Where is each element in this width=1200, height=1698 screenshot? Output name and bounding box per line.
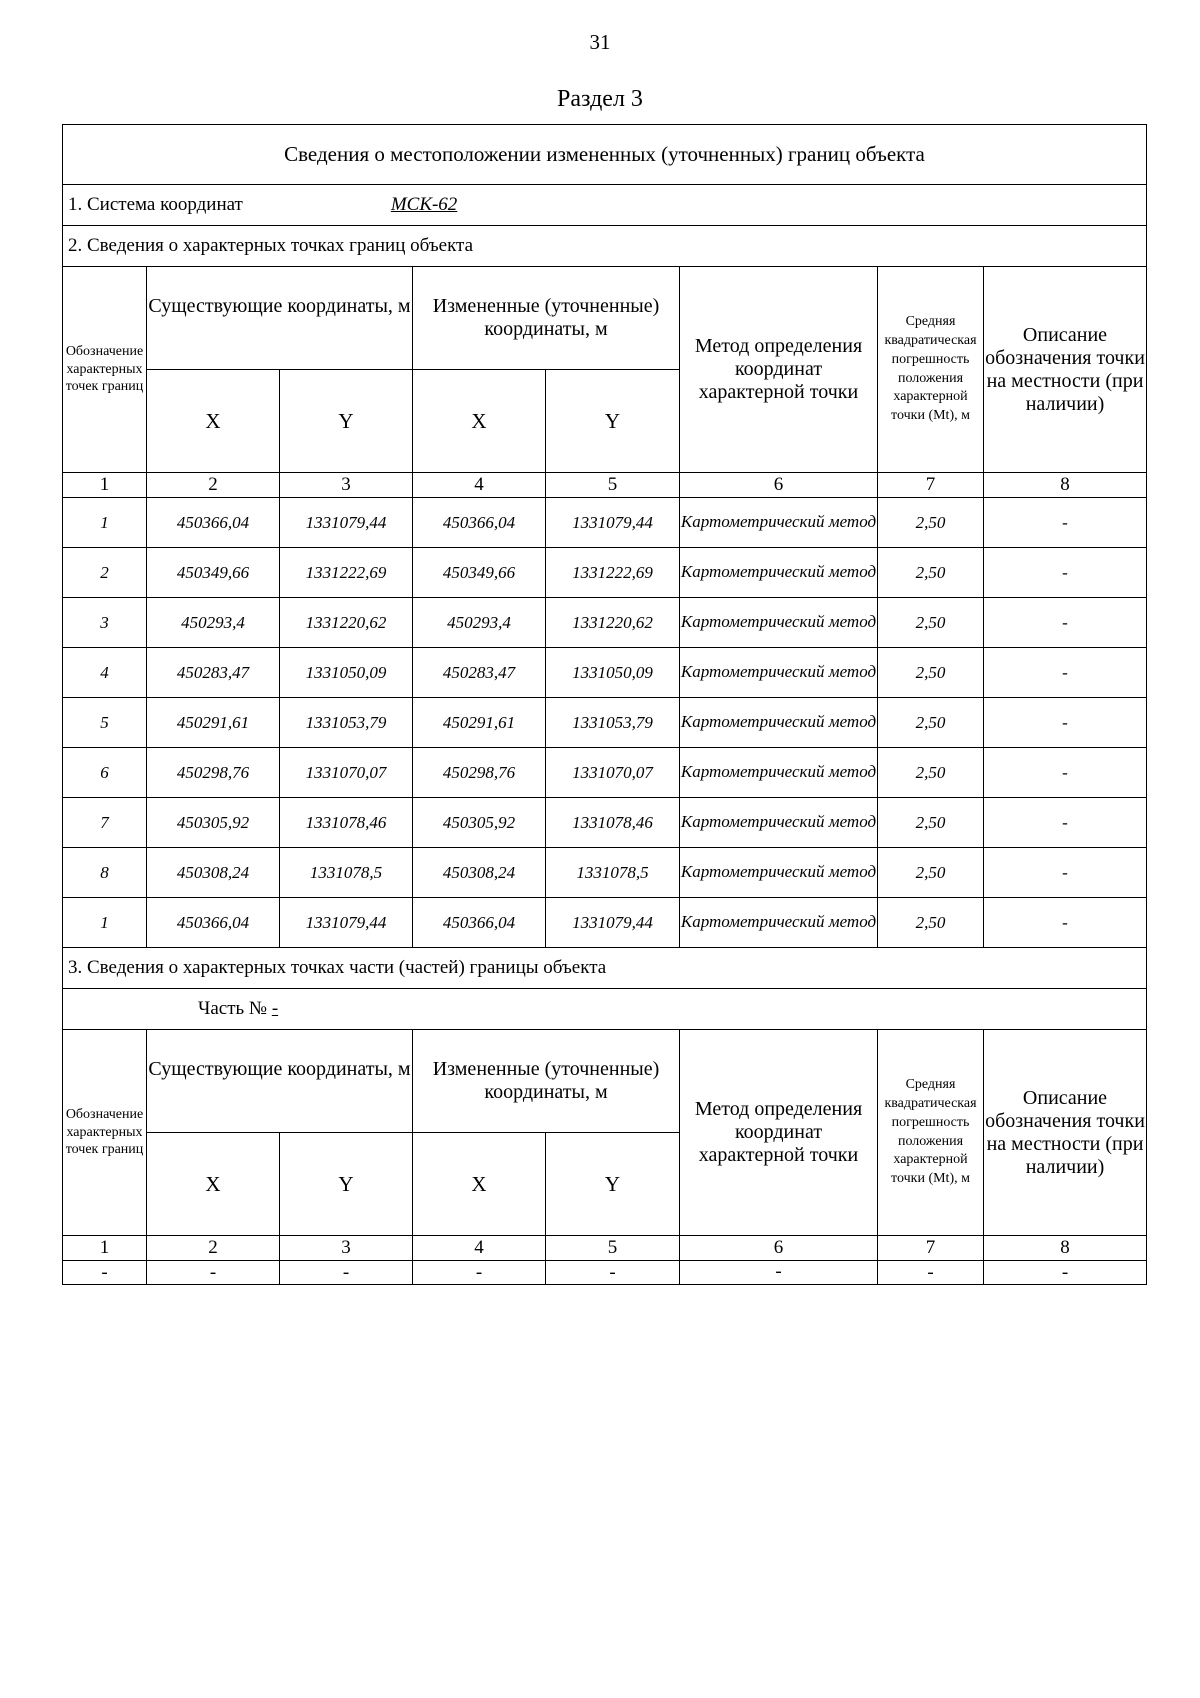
- point-existing-x: 450308,24: [147, 848, 280, 898]
- point-point-id: 4: [63, 648, 147, 698]
- point-changed-x: 450305,92: [413, 798, 546, 848]
- point-changed-y: 1331078,46: [546, 798, 680, 848]
- part-points-header-existing-y: Y: [280, 1133, 413, 1236]
- point-point-id: 7: [63, 798, 147, 848]
- part-point-description: -: [984, 1261, 1147, 1285]
- point-point-id: 5: [63, 698, 147, 748]
- part-points-column-number: 4: [413, 1236, 546, 1261]
- point-row: [63, 548, 1147, 598]
- point-rmse: 2,50: [878, 698, 984, 748]
- point-rmse: 2,50: [878, 898, 984, 948]
- point-rmse: 2,50: [878, 848, 984, 898]
- point-changed-x: 450293,4: [413, 598, 546, 648]
- part-points-column-number: 8: [984, 1236, 1147, 1261]
- point-description: -: [984, 548, 1147, 598]
- point-rmse: 2,50: [878, 648, 984, 698]
- part-point-existing-y: -: [280, 1261, 413, 1285]
- coord-system-row: [63, 185, 1147, 226]
- part-label: Часть №: [198, 998, 268, 1020]
- part-points-header-existing-x: X: [147, 1133, 280, 1236]
- part-points-header-changed-coords: Измененные (уточненные) координаты, м: [413, 1030, 680, 1133]
- part-points-column-number: 3: [280, 1236, 413, 1261]
- part-points-column-number: 7: [878, 1236, 984, 1261]
- point-row: [63, 648, 1147, 698]
- point-method: Картометрический метод: [680, 648, 878, 698]
- point-description: -: [984, 798, 1147, 848]
- points-header-row: [63, 267, 1147, 370]
- point-description: -: [984, 598, 1147, 648]
- point-existing-x: 450305,92: [147, 798, 280, 848]
- point-existing-y: 1331079,44: [280, 898, 413, 948]
- point-method: Картометрический метод: [680, 498, 878, 548]
- point-method: Картометрический метод: [680, 898, 878, 948]
- point-changed-y: 1331079,44: [546, 498, 680, 548]
- part-point-point-id: -: [63, 1261, 147, 1285]
- point-row: [63, 598, 1147, 648]
- point-existing-y: 1331053,79: [280, 698, 413, 748]
- part-points-column-number: 2: [147, 1236, 280, 1261]
- point-row: [63, 848, 1147, 898]
- point-changed-x: 450349,66: [413, 548, 546, 598]
- coord-system-value: МСК-62: [390, 194, 458, 216]
- point-method: Картометрический метод: [680, 748, 878, 798]
- point-existing-x: 450298,76: [147, 748, 280, 798]
- points-header-changed-y: Y: [546, 370, 680, 473]
- point-existing-x: 450366,04: [147, 898, 280, 948]
- points-column-number: 3: [280, 473, 413, 498]
- points-header-existing-y: Y: [280, 370, 413, 473]
- point-rmse: 2,50: [878, 748, 984, 798]
- part-point-existing-x: -: [147, 1261, 280, 1285]
- point-point-id: 3: [63, 598, 147, 648]
- point-description: -: [984, 498, 1147, 548]
- point-row: [63, 798, 1147, 848]
- point-changed-x: 450308,24: [413, 848, 546, 898]
- point-rmse: 2,50: [878, 498, 984, 548]
- point-method: Картометрический метод: [680, 698, 878, 748]
- point-description: -: [984, 648, 1147, 698]
- point-changed-y: 1331222,69: [546, 548, 680, 598]
- points-column-number: 1: [63, 473, 147, 498]
- point-point-id: 1: [63, 498, 147, 548]
- point-changed-x: 450298,76: [413, 748, 546, 798]
- points-column-numbers-row: [63, 473, 1147, 498]
- point-method: Картометрический метод: [680, 798, 878, 848]
- point-method: Картометрический метод: [680, 848, 878, 898]
- point-row: [63, 898, 1147, 948]
- boundaries-table: [62, 124, 1147, 1285]
- points-header-changed-x: X: [413, 370, 546, 473]
- point-method: Картометрический метод: [680, 598, 878, 648]
- point-existing-y: 1331070,07: [280, 748, 413, 798]
- point-row: [63, 748, 1147, 798]
- point-rmse: 2,50: [878, 548, 984, 598]
- part-points-header-changed-x: X: [413, 1133, 546, 1236]
- part-points-column-number: 5: [546, 1236, 680, 1261]
- part-points-column-number: 6: [680, 1236, 878, 1261]
- point-changed-x: 450366,04: [413, 498, 546, 548]
- point-changed-x: 450291,61: [413, 698, 546, 748]
- points-header-rmse: Средняя квадратическая погрешность положения характерной точки (Mt), м: [878, 267, 984, 473]
- point-existing-y: 1331050,09: [280, 648, 413, 698]
- point-existing-y: 1331222,69: [280, 548, 413, 598]
- part-points-header-changed-y: Y: [546, 1133, 680, 1236]
- part-point-changed-y: -: [546, 1261, 680, 1285]
- points-column-number: 6: [680, 473, 878, 498]
- part-points-header-description: Описание обозначения точки на местности (при наличии): [984, 1030, 1147, 1236]
- points-header-changed-coords: Измененные (уточненные) координаты, м: [413, 267, 680, 370]
- part-points-header-method: Метод определения координат характерной точки: [680, 1030, 878, 1236]
- point-existing-x: 450283,47: [147, 648, 280, 698]
- point-changed-x: 450366,04: [413, 898, 546, 948]
- point-description: -: [984, 848, 1147, 898]
- point-changed-y: 1331079,44: [546, 898, 680, 948]
- point-existing-y: 1331078,46: [280, 798, 413, 848]
- point-row: [63, 698, 1147, 748]
- point-existing-y: 1331220,62: [280, 598, 413, 648]
- point-row: [63, 498, 1147, 548]
- point-point-id: 1: [63, 898, 147, 948]
- points-column-number: 4: [413, 473, 546, 498]
- parts-section-title: 3. Сведения о характерных точках части (частей) границы объекта: [63, 948, 1147, 989]
- part-point-method: -: [680, 1261, 878, 1285]
- point-description: -: [984, 698, 1147, 748]
- part-points-column-numbers-row: [63, 1236, 1147, 1261]
- point-changed-y: 1331050,09: [546, 648, 680, 698]
- banner-title: Сведения о местоположении измененных (уточненных) границ объекта: [63, 125, 1147, 185]
- part-points-header-existing-coords: Существующие координаты, м: [147, 1030, 413, 1133]
- point-rmse: 2,50: [878, 798, 984, 848]
- part-row: [63, 989, 1147, 1030]
- point-description: -: [984, 748, 1147, 798]
- point-description: -: [984, 898, 1147, 948]
- point-existing-x: 450349,66: [147, 548, 280, 598]
- point-existing-x: 450293,4: [147, 598, 280, 648]
- points-column-number: 7: [878, 473, 984, 498]
- coord-system-label: 1. Система координат: [68, 194, 243, 216]
- points-header-existing-x: X: [147, 370, 280, 473]
- part-point-rmse: -: [878, 1261, 984, 1285]
- part-point-changed-x: -: [413, 1261, 546, 1285]
- points-header-description: Описание обозначения точки на местности (при наличии): [984, 267, 1147, 473]
- point-point-id: 2: [63, 548, 147, 598]
- point-existing-y: 1331079,44: [280, 498, 413, 548]
- point-rmse: 2,50: [878, 598, 984, 648]
- part-points-header-designation: Обозначение характерных точек границ: [63, 1030, 147, 1236]
- point-changed-y: 1331078,5: [546, 848, 680, 898]
- point-existing-y: 1331078,5: [280, 848, 413, 898]
- page-number: 31: [589, 30, 611, 54]
- point-point-id: 6: [63, 748, 147, 798]
- points-section-title: 2. Сведения о характерных точках границ объекта: [63, 226, 1147, 267]
- part-points-column-number: 1: [63, 1236, 147, 1261]
- point-existing-x: 450291,61: [147, 698, 280, 748]
- points-header-designation: Обозначение характерных точек границ: [63, 267, 147, 473]
- point-changed-y: 1331070,07: [546, 748, 680, 798]
- points-column-number: 2: [147, 473, 280, 498]
- points-column-number: 8: [984, 473, 1147, 498]
- points-header-existing-coords: Существующие координаты, м: [147, 267, 413, 370]
- point-changed-y: 1331053,79: [546, 698, 680, 748]
- point-method: Картометрический метод: [680, 548, 878, 598]
- part-points-header-row: [63, 1030, 1147, 1133]
- section-title: Раздел 3: [557, 86, 643, 112]
- part-value: -: [271, 998, 279, 1020]
- point-changed-y: 1331220,62: [546, 598, 680, 648]
- part-point-row: [63, 1261, 1147, 1285]
- point-existing-x: 450366,04: [147, 498, 280, 548]
- point-point-id: 8: [63, 848, 147, 898]
- points-column-number: 5: [546, 473, 680, 498]
- points-header-method: Метод определения координат характерной точки: [680, 267, 878, 473]
- part-points-header-rmse: Средняя квадратическая погрешность положения характерной точки (Mt), м: [878, 1030, 984, 1236]
- point-changed-x: 450283,47: [413, 648, 546, 698]
